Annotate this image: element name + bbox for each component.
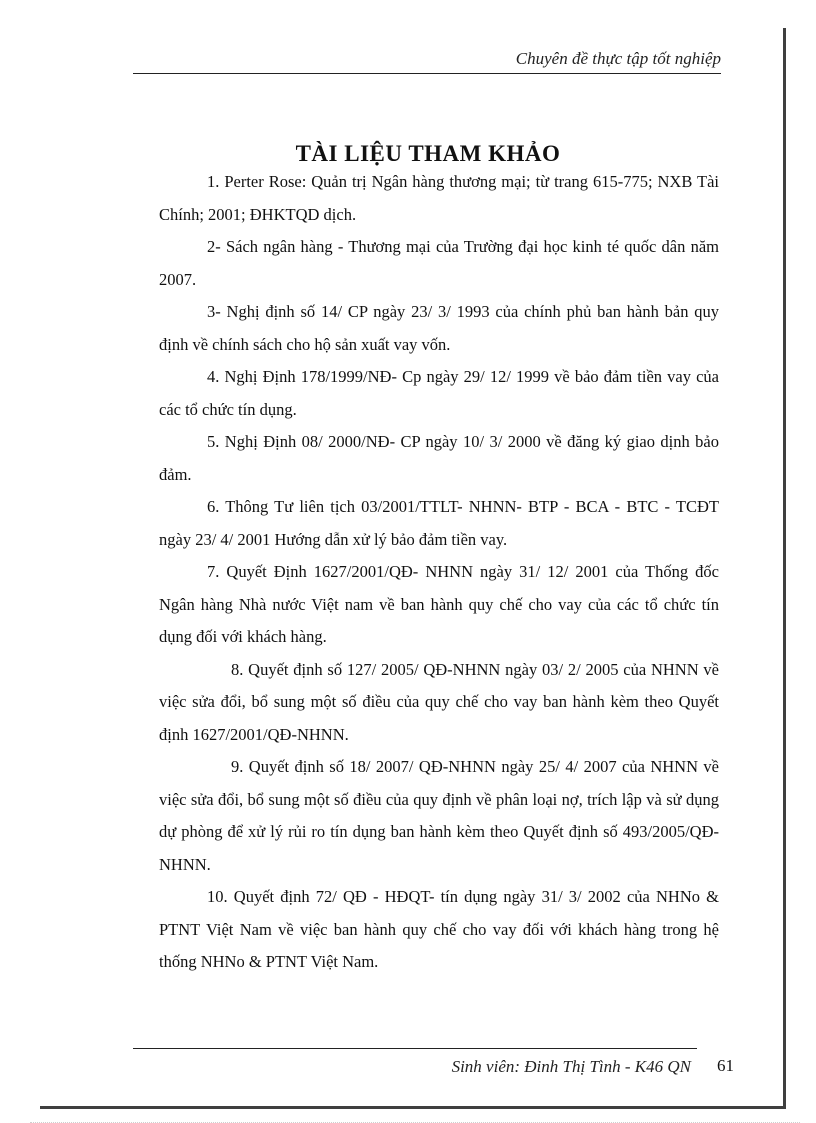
running-footer: Sinh viên: Đinh Thị Tình - K46 QN <box>451 1057 691 1076</box>
footer-rule <box>133 1048 697 1049</box>
reference-item-8: 8. Quyết định số 127/ 2005/ QĐ-NHNN ngày 03/ 2/ 2005 của NHNN về việc sửa đổi, bổ sung một số điều của quy chế cho vay ban hành kèm theo Quyết định 1627/2001/QĐ-NHNN. <box>159 659 719 744</box>
reference-item-6: 6. Thông Tư liên tịch 03/2001/TTLT- NHNN- BTP - BCA - BTC - TCĐT ngày 23/ 4/ 2001 Hướng dẫn xử lý bảo đảm tiền vay. <box>159 497 719 549</box>
reference-list <box>159 166 719 979</box>
reference-item-9: 9. Quyết định số 18/ 2007/ QĐ-NHNN ngày 25/ 4/ 2007 của NHNN về việc sửa đổi, bổ sung một số điều của quy định về phân loại nợ, trích lập và sử dụng dự phòng để xử lý rủi ro tín dụng ban hành kèm theo Quyết định số 493/2005/QĐ-NHNN. <box>159 757 719 874</box>
page-border-right <box>783 28 786 1108</box>
reference-item-7: 7. Quyết Định 1627/2001/QĐ- NHNN ngày 31/ 12/ 2001 của Thống đốc Ngân hàng Nhà nước Việt nam về ban hành quy chế cho vay của các tổ chức tín dụng đối với khách hàng. <box>159 562 719 646</box>
page-title: TÀI LIỆU THAM KHẢO <box>295 141 561 167</box>
reference-item-5: 5. Nghị Định 08/ 2000/NĐ- CP ngày 10/ 3/ 2000 về đăng ký giao dịnh bảo đảm. <box>159 432 719 484</box>
page-border-bottom <box>40 1106 786 1109</box>
reference-item-2: 2- Sách ngân hàng - Thương mại của Trường đại học kinh té quốc dân năm 2007. <box>159 237 719 289</box>
running-header: Chuyên đề thực tập tốt nghiệp <box>515 49 721 68</box>
reference-item-3: 3- Nghị định số 14/ CP ngày 23/ 3/ 1993 của chính phủ ban hành bản quy định về chính sách cho hộ sản xuất vay vốn. <box>159 302 719 354</box>
reference-item-10: 10. Quyết định 72/ QĐ - HĐQT- tín dụng ngày 31/ 3/ 2002 của NHNo & PTNT Việt Nam về việc ban hành quy chế cho vay đối với khách hàng trong hệ thống NHNo & PTNT Việt Nam. <box>159 887 719 971</box>
header-rule <box>133 73 721 74</box>
reference-item-1: 1. Perter Rose: Quản trị Ngân hàng thương mại; từ trang 615-775; NXB Tài Chính; 2001; ĐHKTQD dịch. <box>159 172 719 224</box>
page-number: 61 <box>717 1056 734 1075</box>
reference-item-4: 4. Nghị Định 178/1999/NĐ- Cp ngày 29/ 12/ 1999 về bảo đảm tiền vay của các tổ chức tín dụng. <box>159 367 719 419</box>
